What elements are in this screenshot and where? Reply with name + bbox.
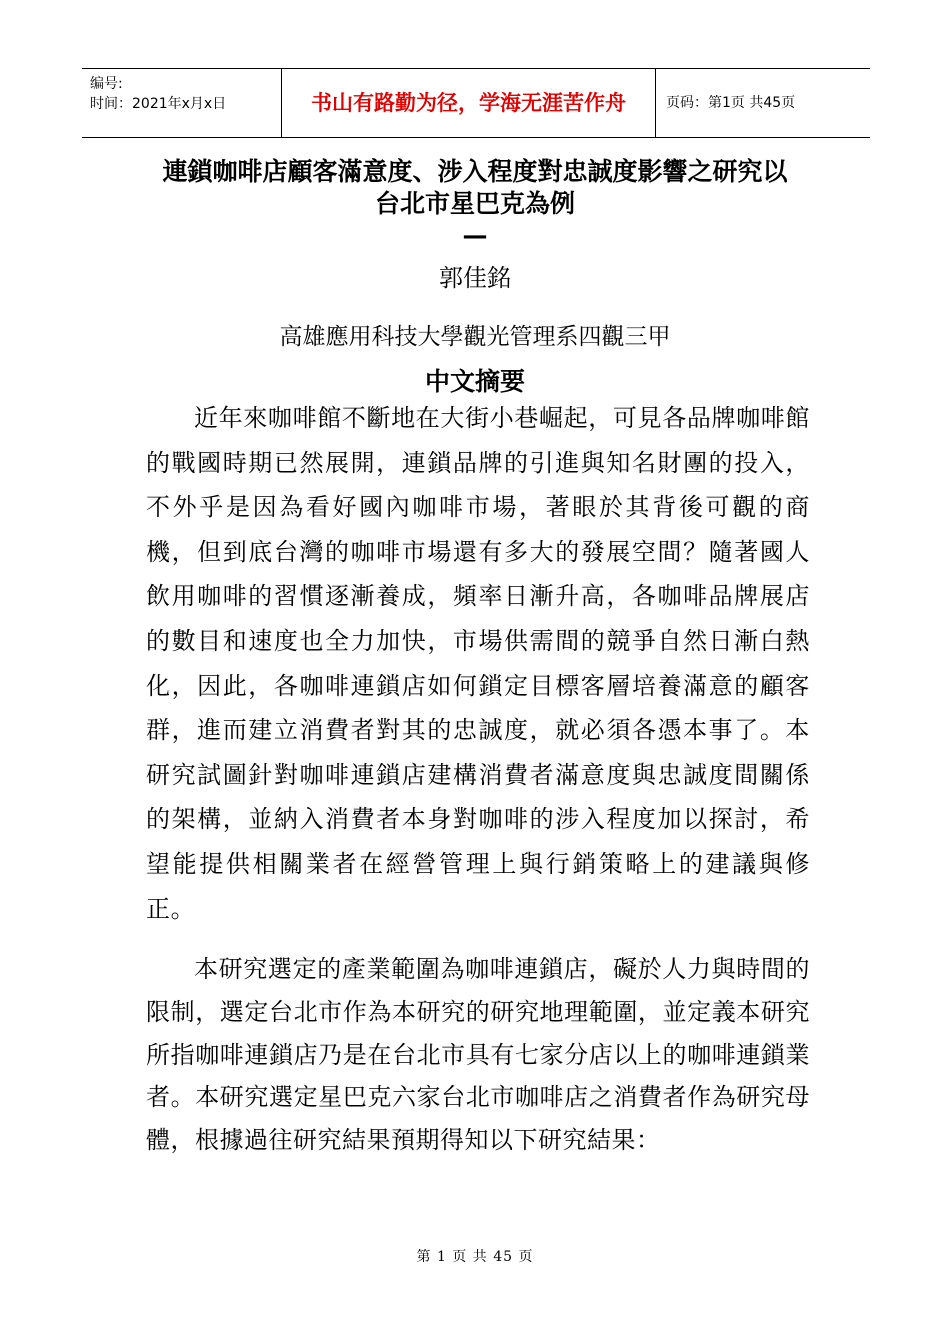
title-line-3: — (462, 221, 488, 250)
title-line-1: 連鎖咖啡店顧客滿意度、涉入程度對忠誠度影響之研究以 (162, 157, 788, 186)
author-affiliation: 高雄應用科技大學觀光管理系四觀三甲 (279, 324, 671, 350)
title-line-2: 台北市星巴克為例 (374, 189, 575, 218)
header-motto: 书山有路勤为径，学海无涯苦作舟 (282, 69, 656, 137)
author-name: 郭佳銘 (439, 264, 511, 292)
abstract-heading: 中文摘要 (424, 367, 525, 396)
document-title (100, 156, 850, 252)
abstract-paragraph-1: 近年來咖啡館不斷地在大街小巷崛起，可見各品牌咖啡館的戰國時期已然展開，連鎖品牌的引進與知名財團的投入，不外乎是因為看好國內咖啡市場，著眼於其背後可觀的商機，但到底台灣的咖啡市場還有多大的發展空間？隨著國人飲用咖啡的習慣逐漸養成，頻率日漸升高，各咖啡品牌展店的數目和速度也全力加快，市場供需間的競爭自然日漸白熱化，因此，各咖啡連鎖店如何鎖定目標客層培養滿意的顧客群，進而建立消費者對其的忠誠度，就必須各憑本事了。本研究試圖針對咖啡連鎖店建構消費者滿意度與忠誠度間關係的架構，並納入消費者本身對咖啡的涉入程度加以探討，希望能提供相關業者在經營管理上與行銷策略上的建議與修正。 (146, 404, 810, 923)
abstract-paragraph-2: 本研究選定的產業範圍為咖啡連鎖店，礙於人力與時間的限制，選定台北市作為本研究的研究地理範圍，並定義本研究所指咖啡連鎖店乃是在台北市具有七家分店以上的咖啡連鎖業者。本研究選定星巴克六家台北市咖啡店之消費者作為研究母體，根據過往研究結果預期得知以下研究結果： (146, 955, 810, 1155)
document-number-label: 编号: (90, 76, 123, 92)
page-header (82, 68, 870, 138)
page-footer: 第 1 页 共 45 页 (416, 1249, 534, 1265)
header-meta-cell (82, 69, 282, 137)
header-page-info: 页码：第1页 共45页 (666, 95, 796, 111)
document-date: 时间：2021年x月x日 (90, 96, 227, 112)
